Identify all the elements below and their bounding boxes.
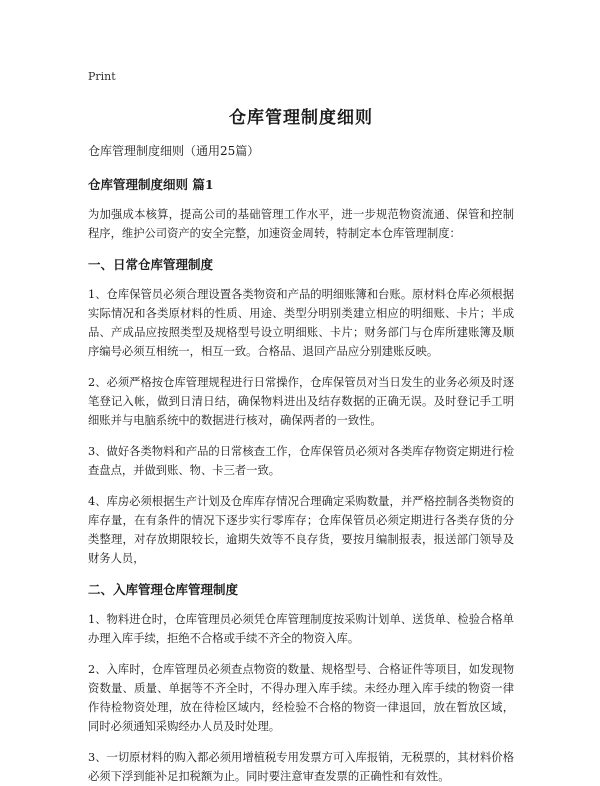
document-subtitle: 仓库管理制度细则（通用25篇） [88,144,260,158]
section-heading-inbound: 二、入库管理仓库管理制度 [88,582,239,597]
intro-paragraph: 为加强成本核算，提高公司的基础管理工作水平，进一步规范物资流通、保管和控制程序，维护公司资产的安全完整，加速资金周转，特制定本仓库管理制度： [88,208,514,240]
paragraph: 4、库房必须根据生产计划及仓库库存情况合理确定采购数量，并严格控制各类物资的库存量，在有条件的情况下逐步实行零库存；仓库保管员必须定期进行各类存货的分类整理，对存放期限较长，逾期失效等不良存货，要按月编制报表，报送部门领导及财务人员， [88,495,514,565]
paragraph: 2、入库时，仓库管理员必须查点物资的数量、规格型号、合格证件等项目，如发现物资数量、质量、单据等不齐全时，不得办理入库手续。未经办理入库手续的物资一律作待检物资处理，放在待检区域内，经检验不合格的物资一律退回，放在暂放区域，同时必须通知采购经办人员及时处理。 [88,663,514,733]
paragraph: 3、做好各类物料和产品的日常核查工作，仓库保管员必须对各类库存物资定期进行检查盘点，并做到账、物、卡三者一致。 [88,445,514,477]
paragraph: 1、物料进仓时，仓库管理员必须凭仓库管理制度按采购计划单、送货单、检验合格单办理入库手续，拒绝不合格或手续不齐全的物资入库。 [88,613,514,645]
print-label[interactable]: Print [88,70,116,83]
section-heading-daily: 一、日常仓库管理制度 [88,257,214,272]
document-title: 仓库管理制度细则 [229,108,373,128]
paragraph: 2、必须严格按仓库管理规程进行日常操作，仓库保管员对当日发生的业务必须及时逐笔登记入帐，做到日清日结，确保物料进出及结存数据的正确无误。及时登记手工明细账并与电脑系统中的数据进行核对，确保两者的一致性。 [88,376,514,427]
piece-title: 仓库管理制度细则 篇1 [88,177,214,192]
paragraph: 3、一切原材料的购入都必须用增植税专用发票方可入库报销，无税票的，其材料价格必须下浮到能补足扣税额为止。同时要注意审查发票的正确性和有效性。 [88,751,514,783]
paragraph: 1、仓库保管员必须合理设置各类物资和产品的明细账簿和台账。原材料仓库必须根据实际情况和各类原材料的性质、用途、类型分明别类建立相应的明细账、卡片；半成品、产成品应按照类型及规格型号设立明细账、卡片；财务部门与仓库所建账簿及顺序编号必须互相统一，相互一致。合格品、退回产品应分别建账反映。 [88,288,514,358]
